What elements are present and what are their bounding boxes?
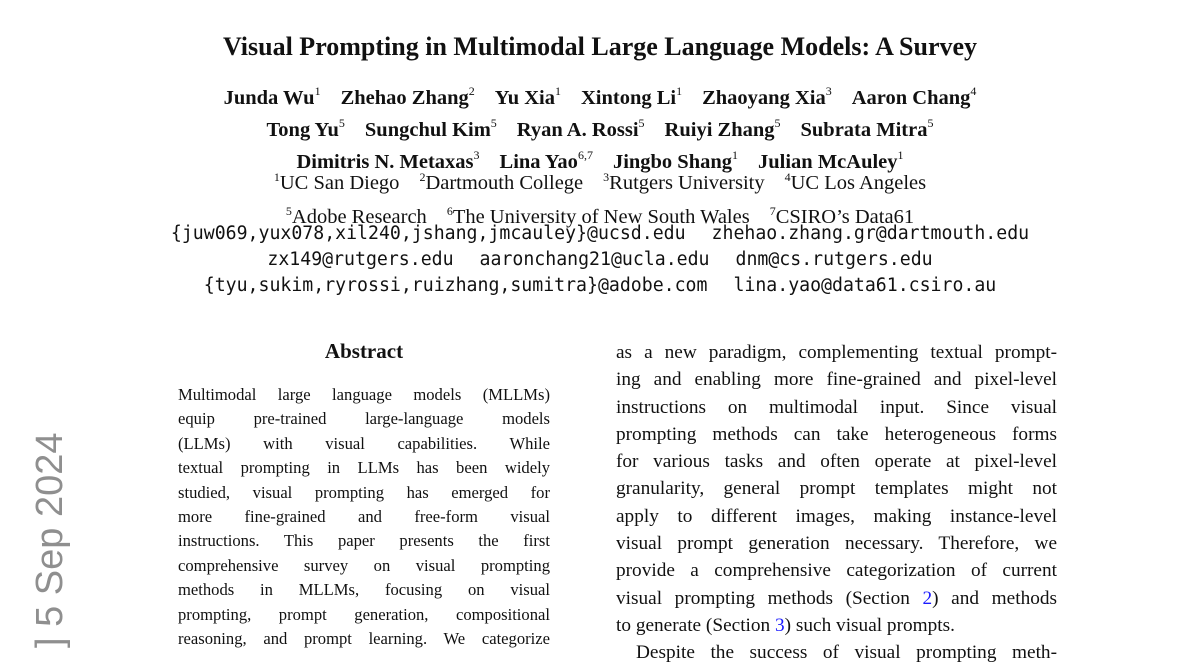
author-affiliation-mark: 5: [774, 115, 781, 130]
email-list: [0, 221, 1200, 299]
author-name: Sungchul Kim$^5$: [364, 115, 497, 141]
author-list: [0, 79, 1200, 174]
affiliation-number: 5: [285, 203, 292, 218]
author-name: Yu Xia$^1$: [494, 84, 561, 109]
author-affiliation-mark: 1: [732, 147, 739, 162]
arxiv-stamp: ] 5 Sep 2024: [29, 432, 71, 648]
abstract-line: studied, visual prompting has emerged for: [178, 482, 550, 502]
author-name: Subrata Mitra$^5$: [800, 115, 934, 141]
author-affiliation-mark: 5: [338, 115, 345, 130]
author-line: [0, 79, 1200, 111]
author-affiliation-mark: 2: [468, 84, 475, 98]
affiliation: $^3$Rutgers University: [603, 170, 765, 194]
affiliation-number: 1: [273, 170, 280, 184]
affiliation-number: 6: [446, 203, 453, 218]
text-line: visual prompt generation necessary. Therefore, we: [616, 533, 1057, 555]
abstract-line: (LLMs) with visual capabilities. While: [178, 433, 550, 453]
text-line: to generate (Section 3) such visual prompts.: [616, 614, 955, 636]
section-reference-link[interactable]: 3: [775, 614, 785, 636]
text-line: granularity, general prompt templates might not: [616, 478, 1057, 500]
affiliation-number: 7: [769, 203, 776, 218]
text-line: instructions on multimodal input. Since visual: [616, 396, 1057, 418]
affiliation-number: 4: [784, 170, 791, 184]
author-name: Tong Yu$^5$: [266, 115, 345, 141]
author-affiliation-mark: 1: [314, 84, 321, 98]
affiliation-number: 3: [603, 170, 610, 184]
author-name: Aaron Chang$^4$: [851, 84, 977, 109]
affiliation: $^7$CSIRO’s Data61: [769, 203, 915, 228]
author-name: Jingbo Shang$^1$: [612, 147, 739, 173]
email-address: dnm@cs.rutgers.edu: [735, 249, 933, 270]
author-name: Lina Yao$^{6,7}$: [499, 147, 593, 173]
author-affiliation-mark: 5: [490, 115, 497, 130]
email-address: {juw069,yux078,xil240,jshang,jmcauley}@ucsd.edu: [170, 223, 686, 244]
abstract-heading: Abstract: [324, 339, 404, 363]
abstract-line: more fine-grained and free-form visual: [178, 506, 550, 526]
author-affiliation-mark: 3: [473, 147, 480, 162]
email-address: zx149@rutgers.edu: [267, 249, 454, 270]
abstract-line: Multimodal large language models (MLLMs): [178, 385, 550, 404]
affiliation: $^6$The University of New South Wales: [446, 203, 750, 228]
author-affiliation-mark: 5: [927, 115, 934, 130]
abstract-body: [178, 383, 550, 651]
author-name: Ruiyi Zhang$^5$: [664, 115, 781, 141]
author-name: Zhehao Zhang$^2$: [340, 84, 475, 109]
affiliation-line: [0, 163, 1200, 197]
abstract-line: methods in MLLMs, focusing on visual: [178, 580, 550, 600]
email-address: aaronchang21@ucla.edu: [479, 249, 710, 270]
abstract-line: reasoning, and prompt learning. We categorize: [178, 628, 550, 648]
text-line-partial: Despite the success of visual prompting meth-: [636, 642, 1057, 664]
email-line: [0, 221, 1200, 247]
author-name: Ryan A. Rossi$^5$: [516, 115, 645, 141]
author-name: Julian McAuley$^1$: [758, 147, 904, 173]
author-affiliation-mark: 6,7: [577, 147, 593, 162]
author-affiliation-mark: 5: [638, 115, 645, 130]
author-affiliation-mark: 1: [897, 147, 904, 162]
text-line: ing and enabling more fine-grained and pixel-level: [616, 369, 1057, 391]
text-line: provide a comprehensive categorization of current: [616, 560, 1057, 582]
email-address: zhehao.zhang.gr@dartmouth.edu: [711, 223, 1030, 244]
paper-title: Visual Prompting in Multimodal Large Language Models: A Survey: [222, 32, 978, 61]
author-name: Zhaoyang Xia$^3$: [702, 84, 832, 109]
text-line: for various tasks and often operate at pixel-level: [616, 451, 1057, 473]
author-affiliation-mark: 1: [554, 84, 561, 98]
abstract-line: equip pre-trained large-language models: [178, 409, 550, 429]
email-line: [0, 273, 1200, 299]
abstract-line: textual prompting in LLMs has been widely: [178, 458, 550, 478]
affiliation-number: 2: [419, 170, 426, 184]
affiliation: $^1$UC San Diego: [273, 170, 400, 194]
author-affiliation-mark: 3: [825, 84, 832, 98]
intro-column: [616, 339, 1057, 664]
affiliation: $^2$Dartmouth College: [419, 170, 584, 194]
author-name: Junda Wu$^1$: [223, 84, 321, 109]
author-name: Dimitris N. Metaxas$^3$: [296, 147, 480, 173]
affiliation: $^5$Adobe Research: [285, 203, 427, 228]
author-affiliation-mark: 4: [970, 84, 977, 98]
abstract-line: prompting, prompt generation, compositional: [178, 604, 550, 624]
email-line: [0, 247, 1200, 273]
author-line: [0, 111, 1200, 143]
section-reference-link[interactable]: 2: [922, 587, 933, 609]
email-address: {tyu,sukim,ryrossi,ruizhang,sumitra}@adobe.com: [203, 275, 708, 296]
email-address: lina.yao@data61.csiro.au: [733, 275, 997, 296]
text-line: visual prompting methods (Section 2) and methods: [616, 587, 1057, 609]
abstract-line: comprehensive survey on visual prompting: [178, 555, 550, 575]
abstract-line: instructions. This paper presents the first: [178, 531, 550, 551]
text-line: prompting methods can take heterogeneous forms: [616, 423, 1057, 445]
text-line: as a new paradigm, complementing textual prompt-: [616, 342, 1057, 363]
author-affiliation-mark: 1: [676, 84, 683, 98]
text-line: apply to different images, making instance-level: [616, 505, 1057, 527]
affiliation: $^4$UC Los Angeles: [784, 170, 927, 194]
author-name: Xintong Li$^1$: [580, 84, 683, 109]
